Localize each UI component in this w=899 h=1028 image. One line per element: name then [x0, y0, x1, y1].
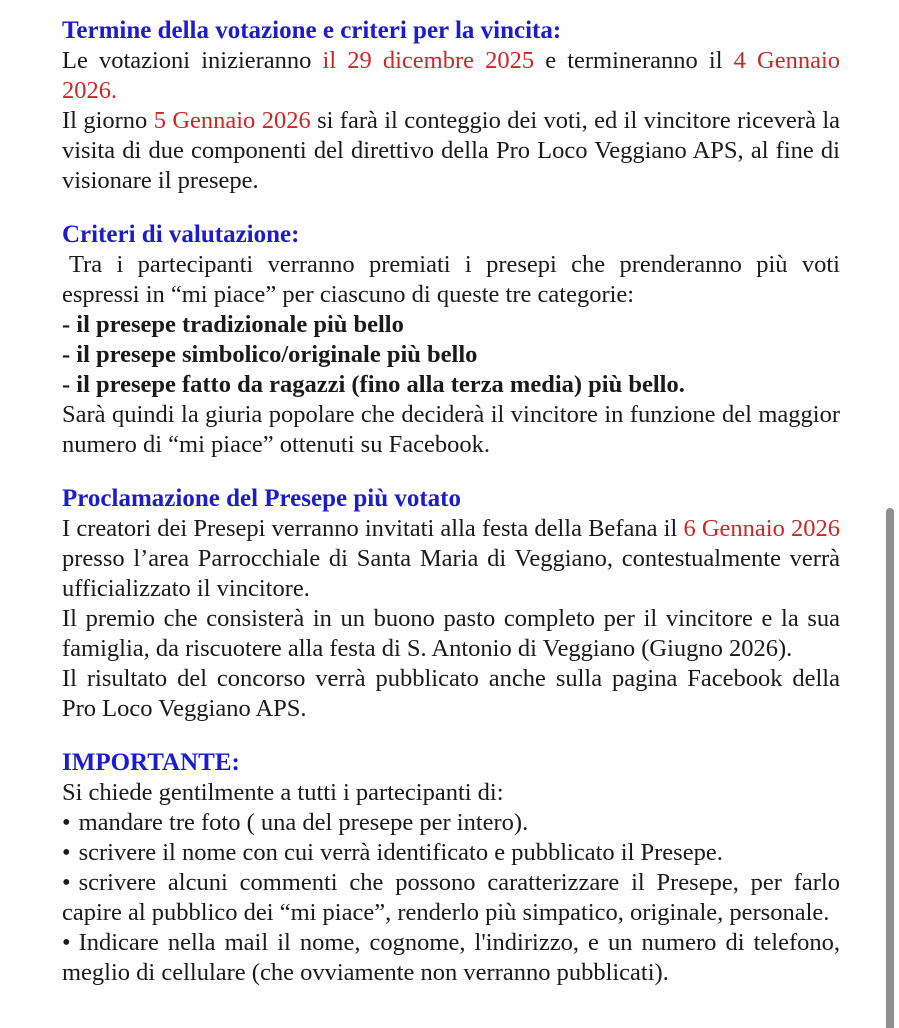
- date-highlight: il 29 dicembre 2025: [322, 47, 535, 74]
- section-evaluation-criteria: [62, 220, 840, 460]
- date-highlight: 4 Gennaio 2026.: [62, 47, 840, 104]
- text-run: scrivere il nome con cui verrà identificato e pubblicato il Presepe.: [78, 839, 723, 866]
- category-line: - il presepe fatto da ragazzi (fino alla terza media) più bello.: [62, 371, 685, 398]
- date-highlight: 5 Gennaio 2026: [153, 107, 311, 134]
- date-highlight: 6 Gennaio 2026: [683, 515, 841, 542]
- paragraph: Tra i partecipanti verranno premiati i presepi che prenderanno più voti espressi in “mi piace” per ciascuno di queste tre categorie:: [62, 251, 840, 308]
- paragraph: [62, 106, 840, 196]
- bullet-item: [62, 928, 840, 988]
- paragraph: Il risultato del concorso verrà pubblicato anche sulla pagina Facebook della Pro Loco Veggiano APS.: [62, 665, 840, 722]
- text-run: Le votazioni inizieranno: [62, 47, 323, 74]
- scrollbar-thumb[interactable]: [886, 508, 894, 1028]
- text-run: scrivere alcuni commenti che possono caratterizzare il Presepe, per farlo capire al pubblico dei “mi piace”, renderlo più simpatico, originale, personale.: [62, 869, 840, 926]
- section-voting-terms: [62, 16, 840, 196]
- section-heading: IMPORTANTE:: [62, 749, 240, 776]
- text-run: si farà il conteggio dei voti, ed il vincitore riceverà la visita di due componenti del direttivo della Pro Loco Veggiano APS, al fine di visionare il presepe.: [62, 107, 841, 194]
- section-important: [62, 748, 840, 988]
- text-run: I creatori dei Presepi verranno invitati alla festa della Befana il: [62, 515, 684, 542]
- bullet-item: [62, 808, 840, 838]
- section-heading: Termine della votazione e criteri per la vincita:: [62, 17, 562, 44]
- text-run: mandare tre foto ( una del presepe per intero).: [78, 809, 529, 836]
- category-line: - il presepe tradizionale più bello: [62, 311, 404, 338]
- text-run: Indicare nella mail il nome, cognome, l'indirizzo, e un numero di telefono, meglio di cellulare (che ovviamente non verranno pubblicati).: [62, 929, 840, 986]
- text-run: presso l’area Parrocchiale di Santa Maria di Veggiano, contestualmente verrà ufficializzato il vincitore.: [62, 545, 840, 602]
- bullet-icon: •: [62, 929, 71, 956]
- text-run: e termineranno il: [534, 47, 734, 74]
- paragraph: Sarà quindi la giuria popolare che deciderà il vincitore in funzione del maggior numero di “mi piace” ottenuti su Facebook.: [62, 401, 840, 458]
- bullet-icon: •: [62, 869, 71, 896]
- section-heading: Criteri di valutazione:: [62, 221, 300, 248]
- bullet-icon: •: [62, 839, 71, 866]
- paragraph: Si chiede gentilmente a tutti i partecipanti di:: [62, 779, 504, 806]
- paragraph: [62, 46, 840, 106]
- bullet-item: [62, 868, 840, 928]
- category-line: - il presepe simbolico/originale più bello: [62, 341, 478, 368]
- text-run: Il giorno: [62, 107, 154, 134]
- bullet-item: [62, 838, 840, 868]
- scrollbar-track[interactable]: [881, 0, 899, 1024]
- section-heading: Proclamazione del Presepe più votato: [62, 485, 462, 512]
- section-proclamation: [62, 484, 840, 724]
- bullet-icon: •: [62, 809, 71, 836]
- paragraph: [62, 514, 840, 604]
- paragraph: Il premio che consisterà in un buono pasto completo per il vincitore e la sua famiglia, da riscuotere alla festa di S. Antonio di Veggiano (Giugno 2026).: [62, 605, 840, 662]
